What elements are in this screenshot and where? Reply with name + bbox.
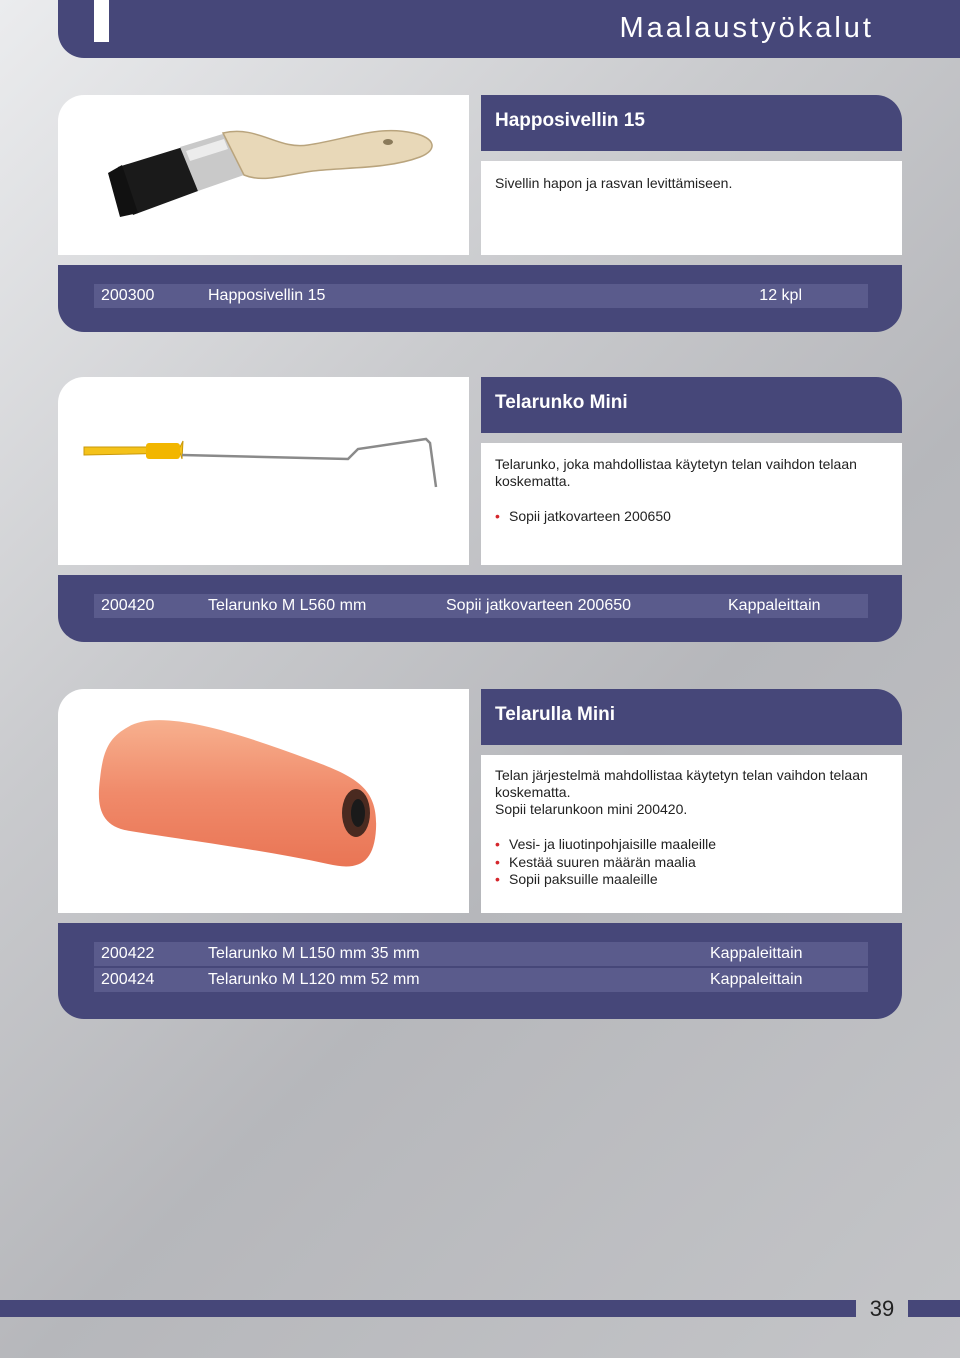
feature-item: • Sopii jatkovarteen 200650 [495,508,888,526]
description-text: Telan järjestelmä mahdollistaa käytetyn telan vaihdon telaan koskematta. [495,767,868,800]
page-title: Maalaustyökalut [619,12,874,44]
feature-item: • Sopii paksuille maaleille [495,871,888,889]
order-table [58,265,902,332]
paint-roller-icon [58,689,469,913]
page-number: 39 [869,1296,895,1321]
paint-brush-icon [58,95,469,255]
table-row [94,968,868,992]
feature-item: • Vesi- ja liuotinpohjaisille maaleille [495,836,888,854]
product-description [481,755,902,913]
product-description [481,443,902,565]
product-unit: Kappaleittain [710,971,803,988]
product-unit: Kappaleittain [728,597,821,614]
product-name: Telarunko M L560 mm [208,597,367,614]
product-title: Telarulla Mini [481,689,902,745]
table-row [94,942,868,966]
description-text: Telarunko, joka mahdollistaa käytetyn telan vaihdon telaan koskematta. [495,456,857,489]
feature-item: • Kestää suuren määrän maalia [495,854,888,872]
roller-frame-icon [58,377,469,565]
footer-bar [908,1300,960,1317]
table-row [94,284,868,308]
footer-bar [0,1300,856,1317]
product-code: 200424 [101,971,155,988]
product-code: 200420 [101,597,155,614]
product-unit: Kappaleittain [710,945,803,962]
feature-list [495,508,888,526]
product-note: Sopii jatkovarteen 200650 [446,597,632,614]
feature-list [495,836,888,889]
product-code: 200300 [101,287,155,304]
product-title: Telarunko Mini [481,377,902,433]
order-table [58,575,902,642]
product-unit: 12 kpl [759,287,802,304]
table-row [94,594,868,618]
product-image-roller-frame [58,377,469,565]
header-marker [94,0,109,42]
product-name: Telarunko M L150 mm 35 mm [208,945,420,962]
product-name: Happosivellin 15 [208,287,326,304]
product-code: 200422 [101,945,155,962]
product-image-roller [58,689,469,913]
product-description [481,161,902,255]
order-table [58,923,902,1019]
product-image-brush [58,95,469,255]
description-text: Sivellin hapon ja rasvan levittämiseen. [495,175,733,191]
page-header [58,0,960,58]
product-name: Telarunko M L120 mm 52 mm [208,971,420,988]
product-title: Happosivellin 15 [481,95,902,151]
description-text: Sopii telarunkoon mini 200420. [495,801,688,817]
